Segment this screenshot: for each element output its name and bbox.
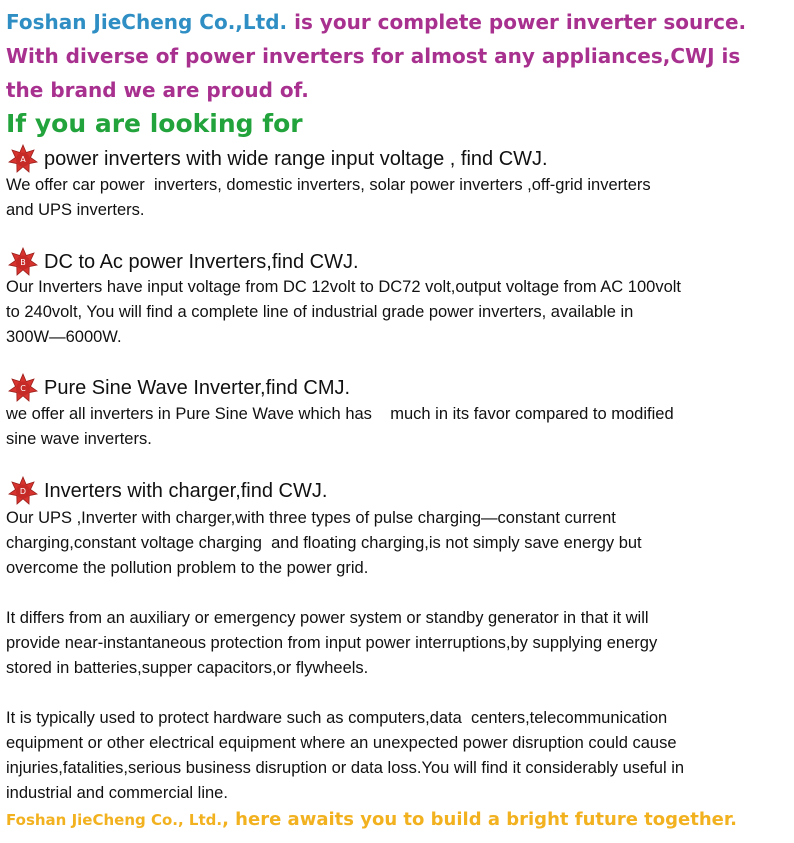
section-a-heading [8,144,548,174]
section-a-body: We offer car power inverters, domestic inverters, solar power inverters ,off-grid inverters and UPS inverters. [6,176,651,219]
paragraph-usage: It is typically used to protect hardware such as computers,data centers,telecommunication equipment or other electrical equipment where an unexpected power disruption could cause injuries,fatalities,serious business disruption or data loss.You will find it considerably useful in industrial and commercial line. [6,709,685,802]
paragraph-protection: It differs from an auxiliary or emergency power system or standby generator in that it will provide near-instantaneous protection from input power interruptions,by supplying energy stored in batteries,supper capacitors,or flywheels. [6,609,658,677]
section-b-title: DC to Ac power Inverters,find CWJ. [44,250,359,273]
badge-d-icon [8,476,38,506]
badge-b-letter: B [20,257,26,267]
footer-text: , here awaits you to build a bright future together. [222,809,738,830]
badge-d-letter: D [19,486,27,496]
badge-a-letter: A [20,154,26,164]
looking-for-heading: If you are looking for [6,109,303,138]
section-d-body: Our UPS ,Inverter with charger,with three types of pulse charging—constant current charging,constant voltage charging and floating charging,is not simply save energy but overcome the pollution problem to the power grid. [6,509,642,577]
intro-line-3: the brand we are proud of. [6,78,309,102]
intro-line-1 [6,6,792,38]
section-c-body: we offer all inverters in Pure Sine Wave which has much in its favor compared to modified sine wave inverters. [6,405,674,448]
section-a-title: power inverters with wide range input voltage , find CWJ. [44,147,548,170]
footer-slogan [6,806,737,834]
section-d-heading [8,476,327,506]
section-c-title: Pure Sine Wave Inverter,find CMJ. [44,376,351,399]
section-d-title: Inverters with charger,find CWJ. [44,479,328,502]
section-c-heading [8,373,350,403]
badge-b-icon [8,247,38,277]
footer-company: Foshan JieCheng Co., Ltd. [6,811,223,829]
intro-line-2: With diverse of power inverters for almost any appliances,CWJ is [6,44,741,68]
intro-line-1-text: is your complete power inverter source. [287,10,747,34]
section-b-body: Our Inverters have input voltage from DC 12volt to DC72 volt,output voltage from AC 100volt to 240volt, You will find a complete line of industrial grade power inverters, available in 300W—6000W. [6,278,682,346]
section-b-heading [8,247,359,277]
badge-c-icon [8,373,38,403]
badge-a-icon [8,144,38,174]
badge-c-letter: C [20,383,26,393]
company-name: Foshan JieCheng Co.,Ltd. [6,10,288,34]
